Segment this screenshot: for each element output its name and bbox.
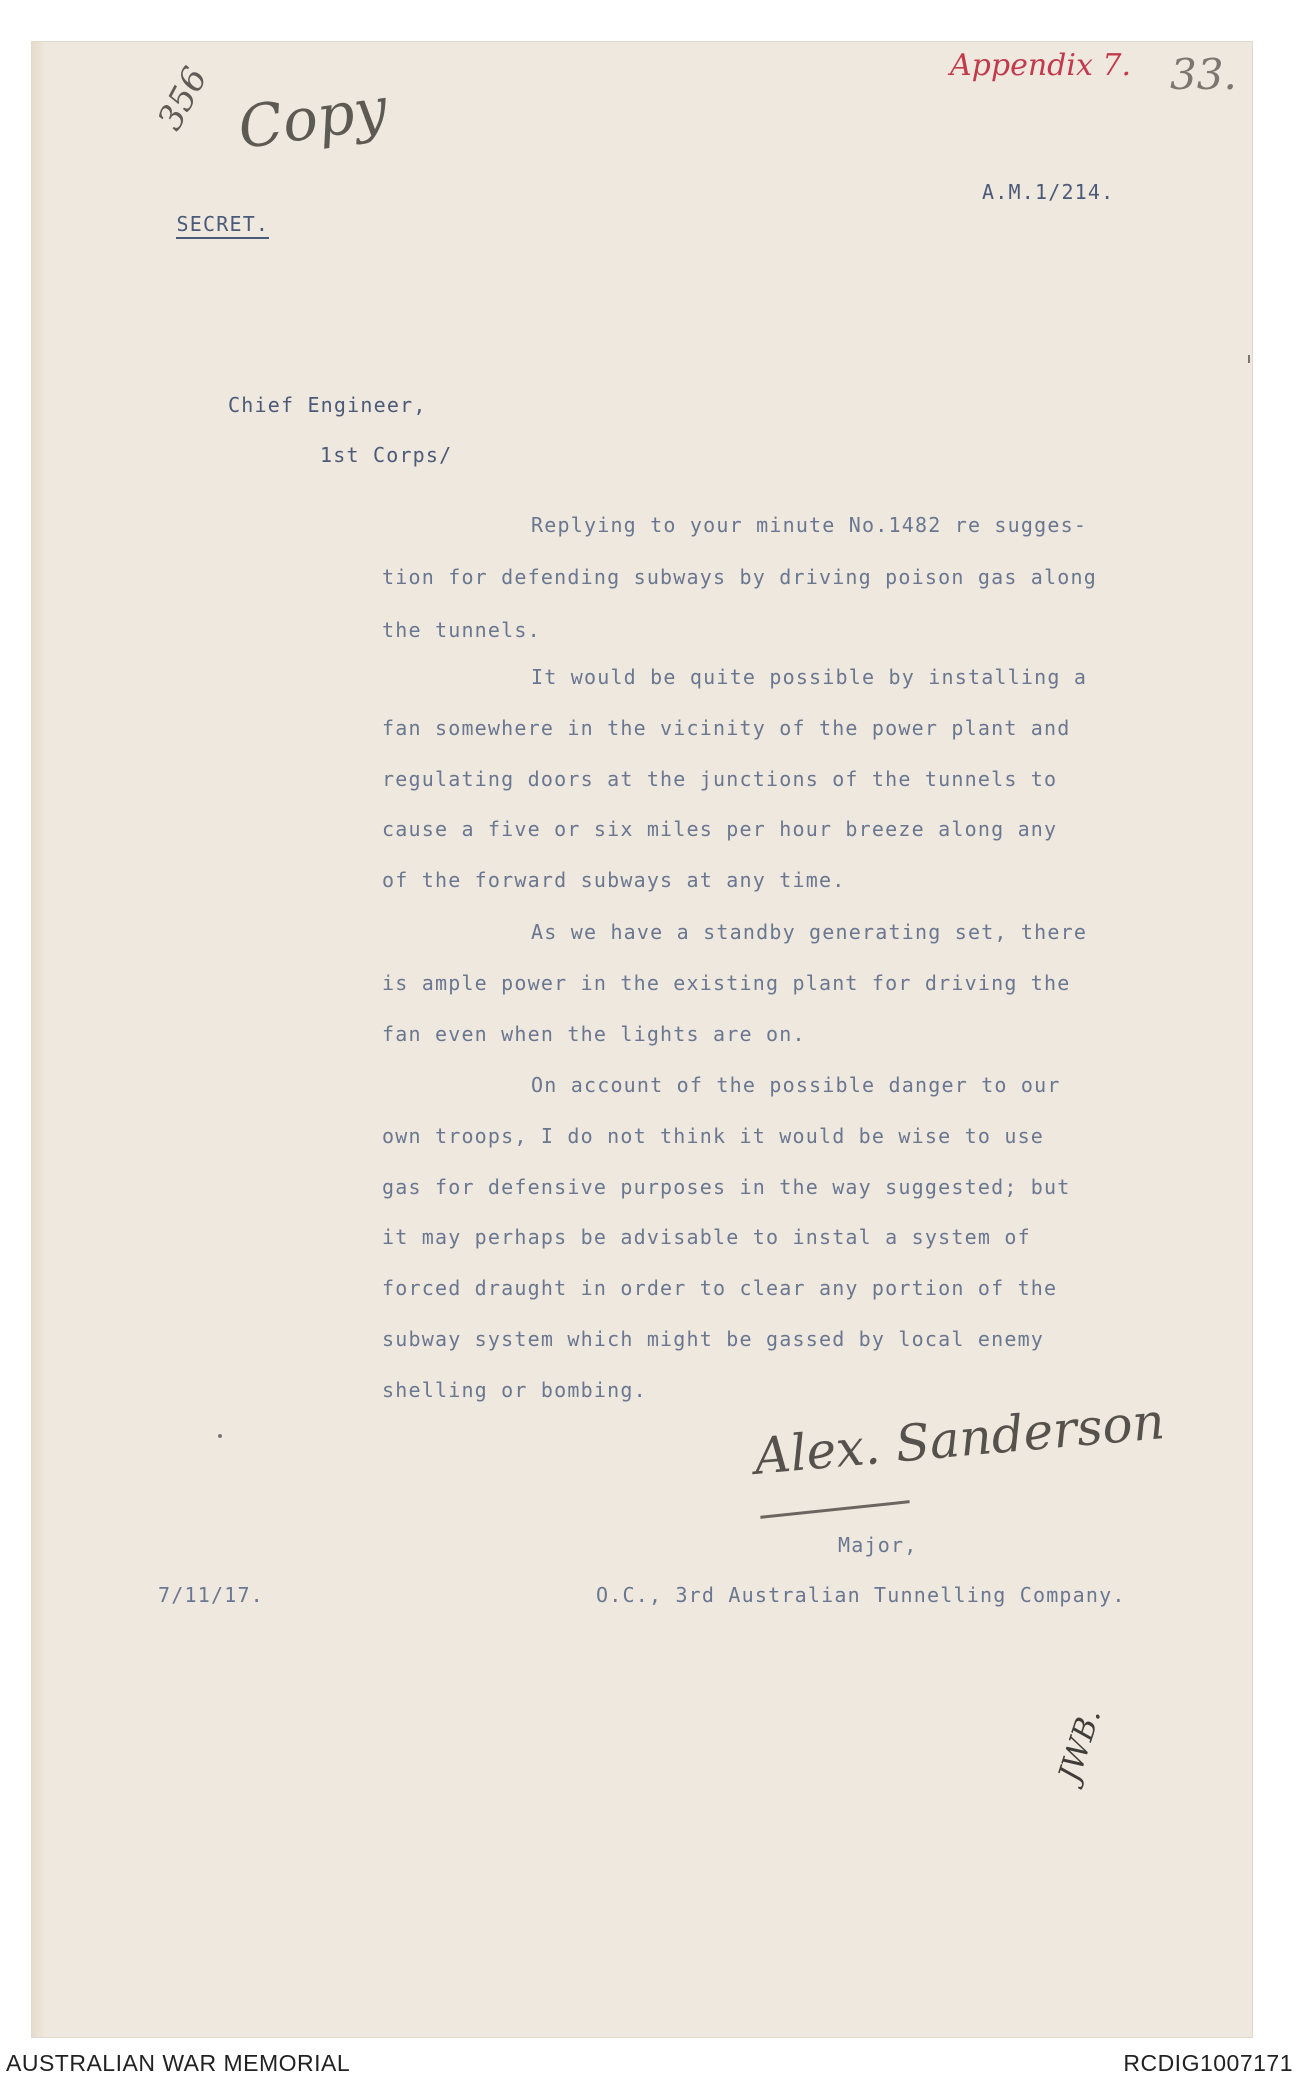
appendix-annotation: Appendix 7.: [950, 48, 1132, 83]
reference-number: A.M.1/214.: [982, 180, 1115, 204]
body-line: On account of the possible danger to our: [531, 1073, 1061, 1097]
body-line: fan even when the lights are on.: [382, 1022, 806, 1046]
body-line: gas for defensive purposes in the way suggested; but: [382, 1175, 1071, 1199]
body-line: the tunnels.: [382, 618, 541, 642]
signatory-unit: O.C., 3rd Australian Tunnelling Company.: [596, 1583, 1126, 1607]
addressee-line-2: 1st Corps/: [320, 443, 453, 467]
body-line: fan somewhere in the vicinity of the power plant and: [382, 716, 1071, 740]
body-line: As we have a standby generating set, there: [531, 920, 1088, 944]
page-number-annotation: 33.: [1170, 50, 1237, 99]
classification-text: SECRET.: [176, 212, 269, 239]
body-line: tion for defending subways by driving poison gas along: [382, 565, 1098, 589]
footer-identifier: RCDIG1007171: [1123, 2050, 1293, 2076]
footer-institution: AUSTRALIAN WAR MEMORIAL: [6, 2050, 351, 2076]
body-line: regulating doors at the junctions of the tunnels to: [382, 767, 1058, 791]
paper-speck: [218, 1434, 222, 1438]
signature: Alex. Sanderson: [752, 1392, 1167, 1486]
copy-annotation: Copy: [233, 73, 392, 163]
body-line: of the forward subways at any time.: [382, 868, 846, 892]
date-line: 7/11/17.: [158, 1583, 264, 1607]
classification-label: [150, 188, 269, 236]
body-line: shelling or bombing.: [382, 1378, 647, 1402]
body-line: It would be quite possible by installing a: [531, 665, 1088, 689]
body-line: subway system which might be gassed by local enemy: [382, 1327, 1045, 1351]
body-line: own troops, I do not think it would be wise to use: [382, 1124, 1045, 1148]
addressee-line-1: Chief Engineer,: [228, 393, 427, 417]
body-line: Replying to your minute No.1482 re sugges-: [531, 513, 1088, 537]
body-line: is ample power in the existing plant for driving the: [382, 971, 1071, 995]
file-number-annotation: 356: [150, 60, 216, 137]
body-line: forced draught in order to clear any portion of the: [382, 1276, 1058, 1300]
paper-speck: [1248, 355, 1250, 363]
body-line: it may perhaps be advisable to instal a system of: [382, 1225, 1031, 1249]
body-line: cause a five or six miles per hour breeze along any: [382, 817, 1058, 841]
initials: JWB.: [1052, 1704, 1109, 1786]
signatory-rank: Major,: [838, 1533, 918, 1557]
